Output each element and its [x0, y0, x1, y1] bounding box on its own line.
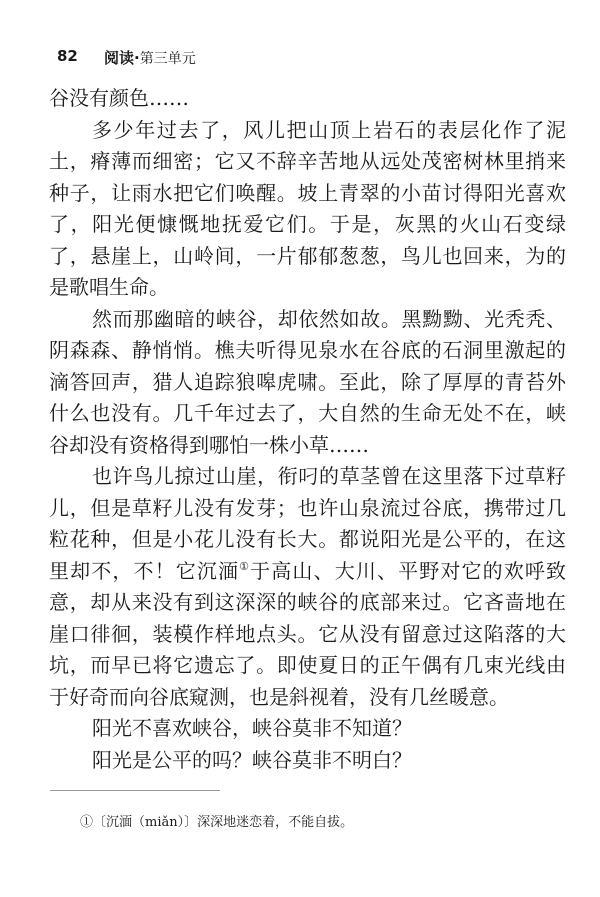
text-line: 阳光是公平的吗？峡谷莫非不明白？: [92, 747, 412, 772]
text-line: [49, 556, 566, 588]
text-line: 谷没有颜色……: [49, 86, 189, 110]
text-line: 是歌唱生命。: [49, 275, 169, 299]
page-number: 82: [57, 47, 78, 65]
footnote-marker: ①: [239, 559, 251, 573]
paragraph: [49, 713, 566, 745]
footnote-divider: [50, 790, 220, 791]
paragraph: [49, 83, 566, 115]
text-line: 然而那幽暗的峡谷，却依然如故。黑黝黝、光秃秃、: [92, 306, 566, 331]
text-line: 多少年过去了，风儿把山顶上岩石的表层化作了泥: [92, 117, 566, 142]
section-separator: ·: [134, 49, 140, 67]
text-line: 土，瘠薄而细密；它又不辞辛苦地从远处茂密树林里捎来: [49, 149, 566, 173]
paragraph: [49, 115, 566, 304]
text-line: 阴森森、静悄悄。樵夫听得见泉水在谷底的石洞里激起的: [49, 338, 566, 362]
paragraph: [49, 745, 566, 777]
unit-name: 第三单元: [139, 51, 196, 67]
text-line: 儿，但是草籽儿没有发芽；也许山泉流过谷底，携带过几: [49, 495, 566, 520]
text-line: 什么也没有。几千年过去了，大自然的生命无处不在，峡: [49, 401, 566, 425]
text-line: 阳光不喜欢峡谷，峡谷莫非不知道？: [92, 716, 412, 740]
text-line: 也许鸟儿掠过山崖，衔叼的草茎曾在这里落下过草籽: [92, 464, 566, 488]
text-line: 了，阳光便慷慨地抚爱它们。于是，灰黑的火山石变绿: [49, 212, 566, 236]
section-name: 阅读: [104, 49, 135, 67]
text-line: 滴答回声，猎人追踪狼嗥虎啸。至此，除了厚厚的青苔外: [49, 369, 566, 394]
paragraph: [49, 304, 566, 462]
text-line: 于好奇而向谷底窥测，也是斜视着，没有几丝暖意。: [49, 684, 509, 709]
article-body: [49, 83, 566, 776]
text-line: 谷却没有资格得到哪怕一株小草……: [49, 432, 369, 457]
text-line: 种子，让雨水把它们唤醒。坡上青翠的小苗讨得阳光喜欢: [49, 180, 566, 205]
text-segment: 于高山、大川、平野对它的欢呼致: [250, 558, 566, 583]
text-line: 意，却从来没有到这深深的峡谷的底部来过。它吝啬地在: [49, 590, 566, 614]
text-line: 了，悬崖上，山岭间，一片郁郁葱葱，鸟儿也回来，为的: [49, 243, 566, 268]
text-line: 崖口徘徊，装模作样地点头。它从没有留意过这陷落的大: [49, 621, 566, 646]
text-segment: 里却不，不！它沉湎: [49, 558, 240, 583]
text-line: 坑，而早已将它遗忘了。即使夏日的正午偶有几束光线由: [49, 653, 566, 677]
paragraph: [49, 461, 566, 713]
text-line: 粒花种，但是小花儿没有长大。都说阳光是公平的，在这: [49, 527, 566, 551]
footnote: ①〔沉湎（miǎn）〕深深地迷恋着，不能自拔。: [80, 815, 354, 830]
section-title: [104, 47, 196, 68]
